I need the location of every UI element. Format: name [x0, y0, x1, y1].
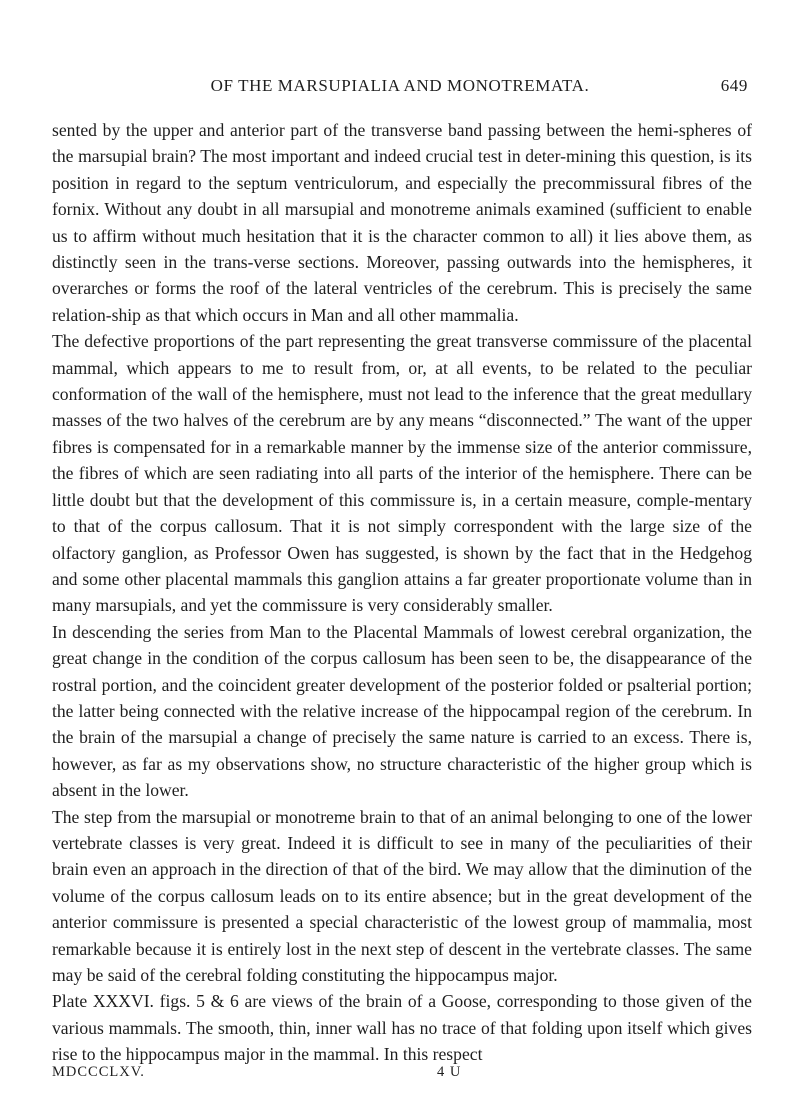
paragraph: Plate XXXVI. figs. 5 & 6 are views of the brain of a Goose, corresponding to those given of the various mammals. The smooth, thin, inner wall has no trace of that folding upon itself which gives rise to the hippocampus major in the mammal. In this respect	[52, 991, 752, 1065]
running-title: OF THE MARSUPIALIA AND MONOTREMATA.	[210, 76, 590, 95]
page-number: 649	[720, 76, 748, 95]
paragraph: sented by the upper and anterior part of the transverse band passing between the hemi-spheres of the marsupial brain? The most important and indeed crucial test in deter-mining this question, is its position in regard to the septum ventriculorum, and especially the precommissural fibres of the fornix. Without any doubt in all marsupial and monotreme animals examined (sufficient to enable us to affirm without much hesitation that it is the character common to all) it lies above them, as distinctly seen in the trans-verse sections. Moreover, passing outwards into the hemispheres, it overarches or forms the roof of the lateral ventricles of the cerebrum. This is precisely the same relation-ship as that which occurs in Man and all other mammalia.	[52, 120, 752, 325]
signature-mark: MDCCCLXV.	[52, 1064, 145, 1080]
paragraph: The step from the marsupial or monotreme brain to that of an animal belonging to one of the lower vertebrate classes is very great. Indeed it is difficult to see in many of the peculiarities of their brain even an approach in the direction of that of the bird. We may allow that the diminution of the volume of the corpus callosum leads on to its entire absence; but in the great development of the anterior commissure is presented a special characteristic of the lowest group of mammalia, most remarkable because it is entirely lost in the next step of descent in the vertebrate classes. The same may be said of the cerebral folding constituting the hippocampus major.	[52, 806, 752, 985]
page-header	[52, 76, 748, 106]
paragraph: In descending the series from Man to the Placental Mammals of lowest cerebral organization, the great change in the condition of the corpus callosum has been seen to be, the disappearance of the rostral portion, and the coincident greater development of the posterior folded or psalterial portion; the latter being connected with the relative increase of the hippocampal region of the cerebrum. In the brain of the marsupial a change of precisely the same nature is carried to an excess. There is, however, as far as my observations show, no structure characteristic of the higher group which is absent in the lower.	[52, 621, 752, 801]
body-text	[52, 117, 752, 1068]
sheet-signature: 4 U	[437, 1064, 462, 1080]
paragraph: The defective proportions of the part representing the great transverse commissure of the placental mammal, which appears to me to result from, or, at all events, to be related to the peculiar conformation of the wall of the hemisphere, must not lead to the inference that the great medullary masses of the two halves of the cerebrum are by any means “disconnected.” The want of the upper fibres is compensated for in a remarkable manner by the immense size of the anterior commissure, the fibres of which are seen radiating into all parts of the interior of the hemisphere. There can be little doubt but that the development of this commissure is, in a certain measure, comple-mentary to that of the corpus callosum. That it is not simply correspondent with the large size of the olfactory ganglion, as Professor Owen has suggested, is shown by the fact that in the Hedgehog and some other placental mammals this ganglion attains a far greater proportionate volume than in many marsupials, and yet the commissure is very considerably smaller.	[52, 331, 752, 616]
page-footer	[52, 1064, 748, 1088]
